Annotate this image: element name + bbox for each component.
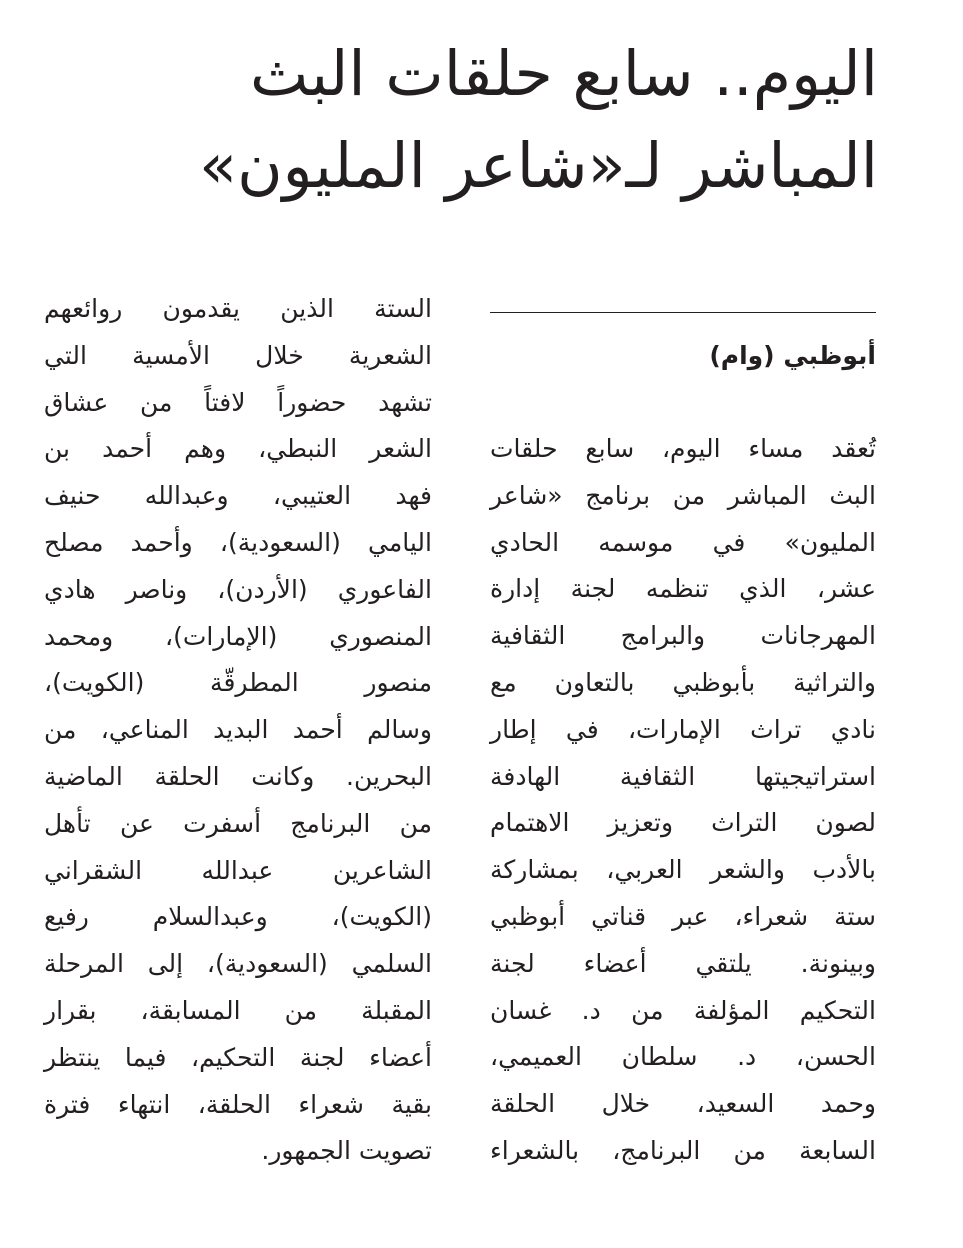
text-line: الستة الذين يقدمون روائعهم <box>44 294 432 323</box>
text-line: المنصوري (الإمارات)، ومحمد <box>44 621 432 651</box>
text-line: استراتيجيتها الثقافية الهادفة <box>490 761 876 791</box>
text-line: الفاعوري (الأردن)، وناصر هادي <box>44 574 432 604</box>
text-line: منصور المطرقّة (الكويت)، <box>44 668 432 698</box>
text-line: المليون» في موسمه الحادي <box>490 527 876 557</box>
text-line: البث المباشر من برنامج «شاعر <box>490 480 876 510</box>
text-line: اليامي (السعودية)، وأحمد مصلح <box>44 527 432 557</box>
text-line: البحرين. وكانت الحلقة الماضية <box>44 761 432 791</box>
article-column-right <box>490 426 876 1175</box>
text-line: والتراثية بأبوظبي بالتعاون مع <box>490 667 876 697</box>
text-line: المقبلة من المسابقة، بقرار <box>44 995 432 1025</box>
text-line: تشهد حضوراً لافتاً من عشاق <box>44 387 432 417</box>
text-line: وحمد السعيد، خلال الحلقة <box>490 1089 876 1119</box>
text-line: وسالم أحمد البديد المناعي، من <box>44 715 432 745</box>
article-column-left <box>44 286 432 1175</box>
text-line: وبينونة. يلتقي أعضاء لجنة <box>490 948 876 978</box>
text-line: (الكويت)، وعبدالسلام رفيع <box>44 902 432 932</box>
text-line: بقية شعراء الحلقة، انتهاء فترة <box>44 1089 432 1119</box>
text-line: الشاعرين عبدالله الشقراني <box>44 855 432 885</box>
text-line: الحسن، د. سلطان العميمي، <box>490 1042 876 1072</box>
text-line: السابعة من البرنامج، بالشعراء <box>490 1135 876 1165</box>
text-line: السلمي (السعودية)، إلى المرحلة <box>44 949 432 979</box>
text-line: الشعر النبطي، وهم أحمد بن <box>44 434 432 464</box>
text-line: فهد العتيبي، وعبدالله حنيف <box>44 481 432 511</box>
dateline-divider <box>490 312 876 313</box>
text-line: ستة شعراء، عبر قناتي أبوظبي <box>490 901 876 931</box>
text-line: عشر، الذي تنظمه لجنة إدارة <box>490 574 876 604</box>
text-line: أعضاء لجنة التحكيم، فيما ينتظر <box>44 1042 432 1072</box>
text-line: لصون التراث وتعزيز الاهتمام <box>490 808 876 838</box>
text-line: التحكيم المؤلفة من د. غسان <box>490 995 876 1025</box>
text-line: الشعرية خلال الأمسية التي <box>44 340 432 370</box>
headline-line: المباشر لـ«شاعر المليون» <box>199 129 878 202</box>
article-headline <box>60 28 878 212</box>
text-line: من البرنامج أسفرت عن تأهل <box>44 808 432 838</box>
headline-line: اليوم.. سابع حلقات البث <box>249 37 878 110</box>
dateline: أبوظبي (وام) <box>709 341 876 370</box>
text-line: تصويت الجمهور. <box>261 1136 432 1166</box>
text-line: بالأدب والشعر العربي، بمشاركة <box>490 855 876 885</box>
text-line: المهرجانات والبرامج الثقافية <box>490 621 876 651</box>
text-line: نادي تراث الإمارات، في إطار <box>490 714 876 744</box>
text-line: تُعقد مساء اليوم، سابع حلقات <box>490 434 876 463</box>
